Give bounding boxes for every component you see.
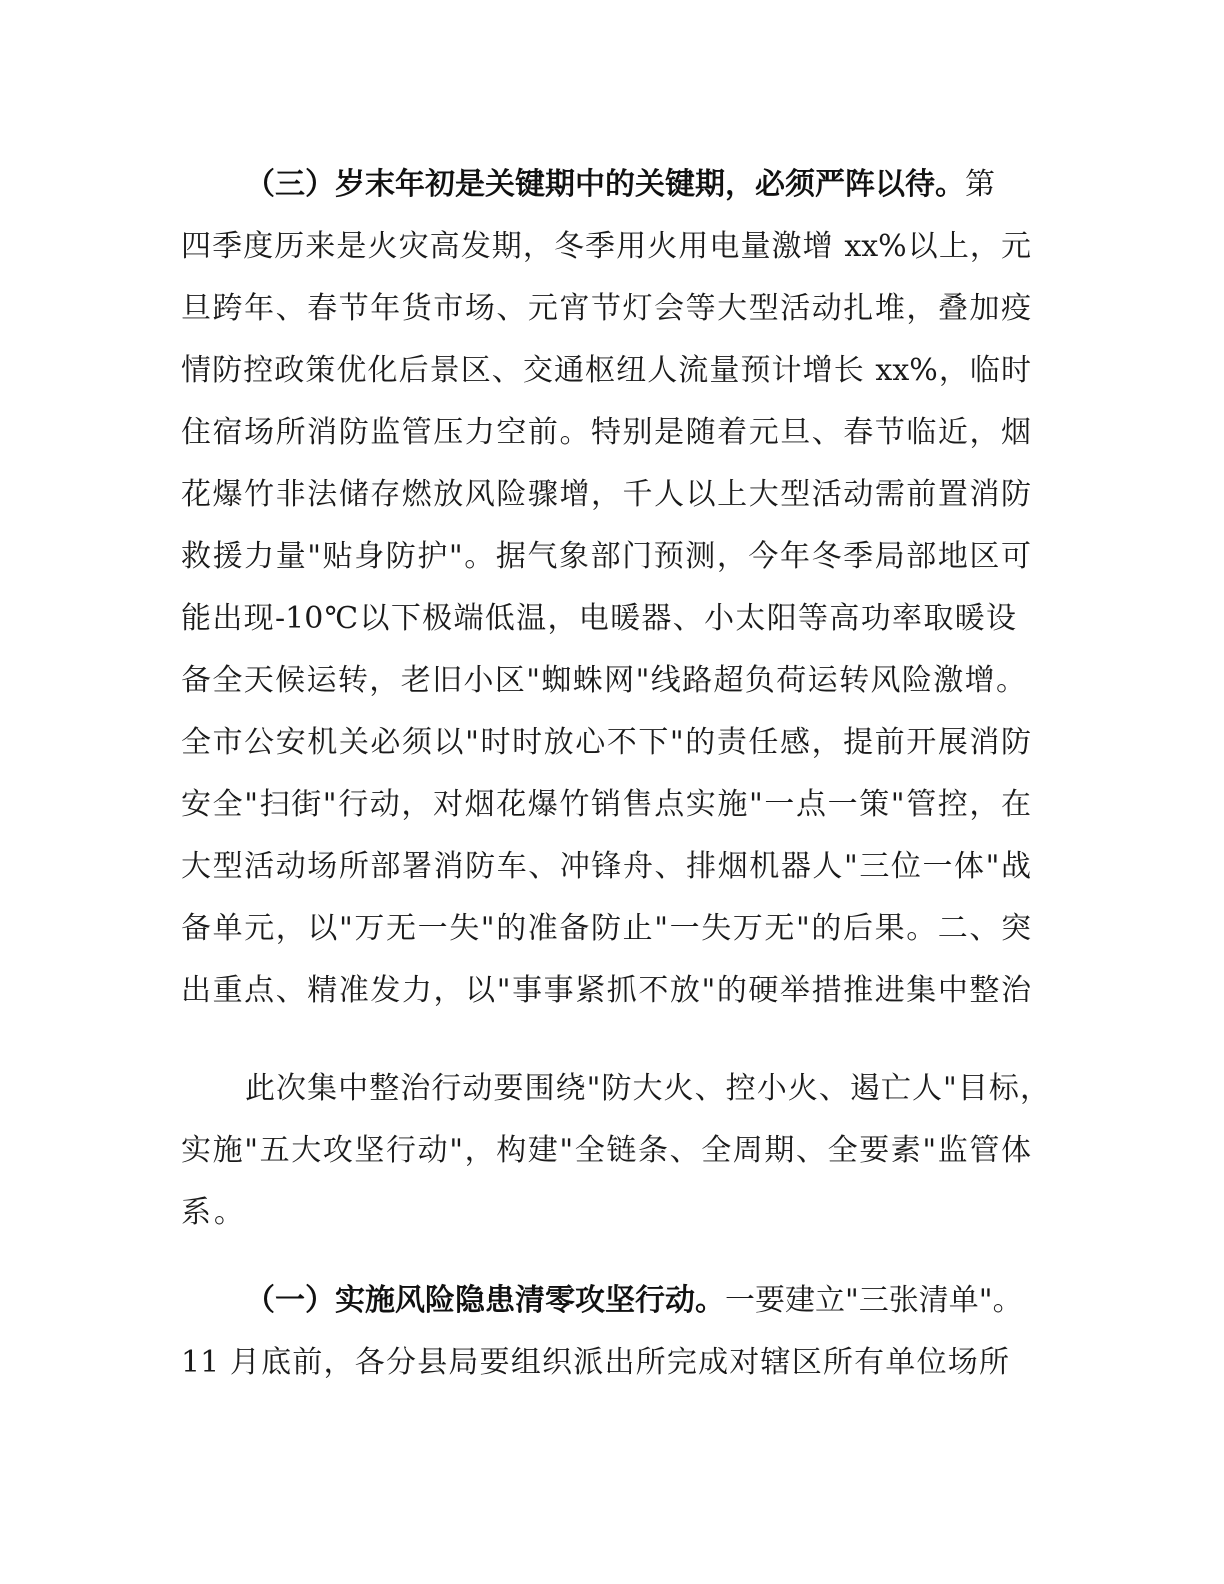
paragraph-1-line: 住宿场所消防监管压力空前。特别是随着元旦、春节临近，烟 bbox=[181, 415, 1031, 450]
paragraph-3-first-line bbox=[245, 1276, 1055, 1326]
paragraph-1-line: 备全天候运转，老旧小区"蜘蛛网"线路超负荷运转风险激增。 bbox=[181, 663, 1026, 698]
paragraph-2-line: 此次集中整治行动要围绕"防大火、控小火、遏亡人"目标， bbox=[245, 1071, 1050, 1106]
paragraph-3-first-line-tail: 一要建立"三张清单"。 bbox=[725, 1283, 1023, 1318]
paragraph-1-line: 能出现-10℃以下极端低温，电暖器、小太阳等高功率取暖设 bbox=[181, 601, 1016, 636]
paragraph-2-line: 实施"五大攻坚行动"，构建"全链条、全周期、全要素"监管体 bbox=[181, 1133, 1031, 1168]
paragraph-1-line: 救援力量"贴身防护"。据气象部门预测，今年冬季局部地区可 bbox=[181, 539, 1031, 574]
paragraph-1-line: 全市公安机关必须以"时时放心不下"的责任感，提前开展消防 bbox=[181, 725, 1031, 760]
paragraph-1-line: 备单元，以"万无一失"的准备防止"一失万无"的后果。二、突 bbox=[181, 911, 1031, 946]
paragraph-1-first-line bbox=[245, 160, 1045, 210]
paragraph-1-line: 旦跨年、春节年货市场、元宵节灯会等大型活动扎堆，叠加疫 bbox=[181, 291, 1031, 326]
section-heading-one: （一）实施风险隐患清零攻坚行动。 bbox=[245, 1283, 725, 1318]
paragraph-2-line: 系。 bbox=[181, 1195, 247, 1230]
paragraph-1-line: 花爆竹非法储存燃放风险骤增，千人以上大型活动需前置消防 bbox=[181, 477, 1031, 512]
paragraph-1-line: 四季度历来是火灾高发期，冬季用火用电量激增 xx%以上，元 bbox=[181, 229, 1031, 264]
section-heading-three: （三）岁末年初是关键期中的关键期，必须严阵以待。 bbox=[245, 167, 965, 202]
paragraph-1-first-line-tail: 第 bbox=[965, 167, 995, 202]
paragraph-3-line: 11 月底前，各分县局要组织派出所完成对辖区所有单位场所 bbox=[181, 1345, 1009, 1380]
paragraph-1-line: 情防控政策优化后景区、交通枢纽人流量预计增长 xx%，临时 bbox=[181, 353, 1031, 388]
paragraph-1-line: 大型活动场所部署消防车、冲锋舟、排烟机器人"三位一体"战 bbox=[181, 849, 1031, 884]
paragraph-1-line: 出重点、精准发力，以"事事紧抓不放"的硬举措推进集中整治 bbox=[181, 973, 1031, 1008]
paragraph-1-line: 安全"扫街"行动，对烟花爆竹销售点实施"一点一策"管控，在 bbox=[181, 787, 1031, 822]
